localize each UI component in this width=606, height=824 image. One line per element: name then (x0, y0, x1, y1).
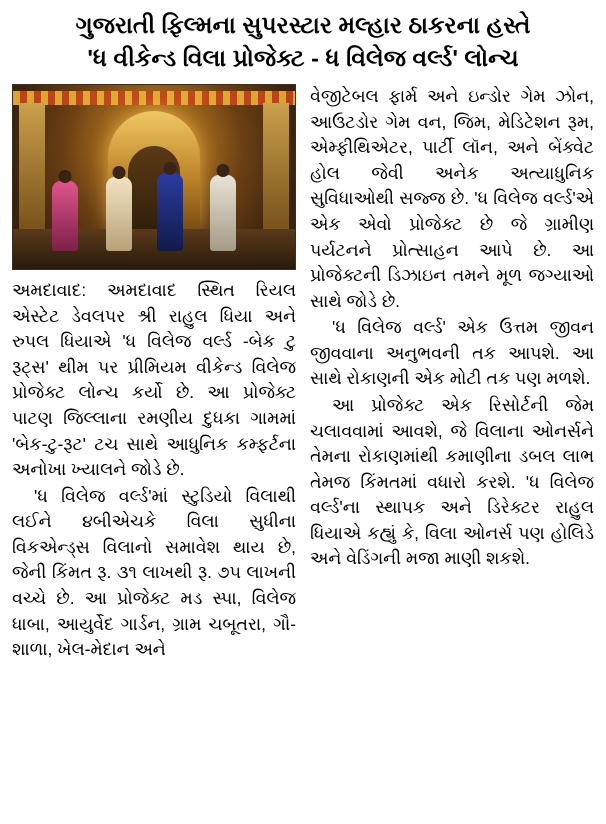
left-column (12, 84, 296, 790)
person-head (59, 170, 72, 183)
stage-launch-photo (12, 84, 296, 270)
article-paragraph: વેજીટેબલ ફાર્મ અને ઇન્ડોર ગેમ ઝોન, આઉટડોર ગેમ વન, જિમ, મેડિટેશન રૂમ, એમ્ફીથિએટર, પાર્ટી લૉન, અને બેંક્વેટ હોલ જેવી અનેક અત્યાધુનિક સુવિધાઓથી સજ્જ છે. 'ધ વિલેજ વર્લ્ડ'એ એક એવો પ્રોજેક્ટ છે જે ગ્રામીણ પર્યટનને પ્રોત્સાહન આપે છે. આ પ્રોજેક્ટની ડિઝાઇન તમને મૂળ જગ્યાઓ સાથે જોડે છે. (310, 86, 594, 311)
left-pillar (19, 103, 45, 247)
person-head (217, 164, 230, 177)
person-figure (210, 175, 236, 251)
right-pillar (263, 103, 289, 247)
article-paragraph: 'ધ વિલેજ વર્લ્ડ' એક ઉત્તમ જીવન જીવવાના અનુભવની તક આપશે. આ સાથે રોકાણની એક મોટી તક પણ મળશે. (310, 317, 594, 389)
headline-line-1: ગુજરાતી ફિલ્મના સુપરસ્ટાર મલ્હાર ઠાકરના હસ્તે (75, 12, 531, 38)
person-figure (106, 177, 132, 251)
article-paragraph: અમદાવાદ: અમદાવાદ સ્થિત રિયલ એસ્ટેટ ડેવલપર શ્રી રાહુલ ધિયા અને રુપલ ધિયાએ 'ધ વિલેજ વર્લ્ડ -બેક ટુ રૂટ્સ' થીમ પર પ્રીમિયમ વીકેન્ડ વિલેજ પ્રોજેક્ટ લોન્ચ કર્યો છે. આ પ્રોજેક્ટ પાટણ જિલ્લાના રમણીય દુધકા ગામમાં 'બેક-ટુ-રૂટ' ટચ સાથે આધુનિક કમ્ફર્ટના અનોખા ખ્યાલને જોડે છે. (12, 280, 296, 480)
page-title (12, 10, 594, 74)
headline-line-2: 'ધ વીકેન્ડ વિલા પ્રોજેક્ટ - ધ વિલેજ વર્લ્ડ' લોન્ચ (87, 45, 519, 72)
article-columns (12, 84, 594, 790)
article-paragraph: આ પ્રોજેક્ટ એક રિસોર્ટની જેમ ચલાવવામાં આવશે, જે વિલાના ઓનર્સને તેમના રોકાણમાંથી કમાણીના ડબલ લાભ તેમજ કિંમતમાં વધારો કરશે. 'ધ વિલેજ વર્લ્ડ'ના સ્થાપક અને ડિરેક્ટર રાહુલ ધિયાએ કહ્યું કે, વિલા ઓનર્સ પણ હોલિડે અને વેડિંગની મજા માણી શકશે. (310, 394, 594, 569)
person-head (163, 162, 176, 175)
article-paragraph: 'ધ વિલેજ વર્લ્ડ'માં સ્ટુડિયો વિલાથી લઈને ૪બીએચકે વિલા સુધીના વિકએન્ડ્સ વિલાનો સમાવેશ થાય છે, જેની કિંમત રૂ. ૩૧ લાખથી રૂ. ૭૫ લાખની વચ્ચે છે. આ પ્રોજેક્ટ મડ સ્પા, વિલેજ ધાબા, આયુર્વેદ ગાર્ડન, ગ્રામ ચબૂતરા, ગૌ-શાળા, ખેલ-મેદાન અને (12, 485, 296, 660)
person-figure (52, 181, 78, 251)
person-head (113, 166, 126, 179)
person-figure (157, 173, 183, 251)
garland-decoration (13, 91, 295, 105)
right-column (310, 84, 594, 790)
